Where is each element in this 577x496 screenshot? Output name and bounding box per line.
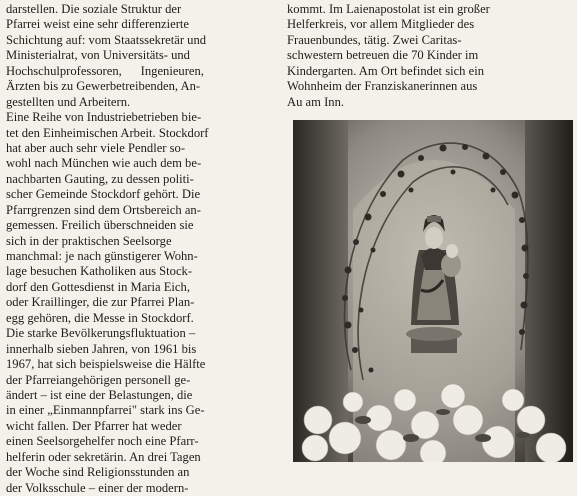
text-line: wicht fallen. Der Pfarrer hat weder (6, 418, 182, 433)
text-line: Kindergarten. Am Ort befindet sich ein (287, 63, 485, 78)
text-line: Au am Inn. (287, 94, 345, 109)
text-line: einen Seelsorgehelfer noch eine Pfarr- (6, 434, 199, 449)
text-line: darstellen. Die soziale Struktur der (6, 2, 182, 16)
text-line: scher Gemeinde Stockdorf gehört. Die (6, 187, 201, 202)
text-line: 1967, hat sich beispielsweise die Hälfte (6, 357, 206, 372)
text-line: Eine Reihe von Industriebetrieben bie- (6, 110, 202, 125)
right-text-column (287, 2, 572, 110)
left-text-column (6, 2, 274, 496)
text-line: gemessen. Freilich überschneiden sie (6, 218, 194, 233)
text-line: Die starke Bevölkerungsfluktuation – (6, 326, 196, 341)
madonna-statue-photo (293, 120, 573, 462)
text-line: Frauenbundes, tätig. Zwei Caritas- (287, 32, 462, 47)
text-line: lage besuchen Katholiken aus Stock- (6, 264, 193, 279)
text-line: Hochschulprofessoren, Ingenieuren, (6, 63, 204, 78)
text-line: innerhalb sieben Jahren, von 1961 bis (6, 341, 197, 356)
text-line: Ministerialrat, von Universitäts- und (6, 48, 190, 63)
text-line: der Pfarreiangehörigen personell ge- (6, 372, 191, 387)
text-line: in einer „Einmannpfarrei" stark ins Ge- (6, 403, 205, 418)
text-line: helferin oder sekretärin. An drei Tagen (6, 449, 201, 464)
text-line: Pfarrgrenzen sind dem Ortsbereich an- (6, 202, 201, 217)
text-line: Wohnheim der Franziskanerinnen aus (287, 79, 478, 94)
text-line: Pfarrei weist eine sehr differenzierte (6, 17, 189, 32)
text-line: Helferkreis, vor allem Mitglieder des (287, 17, 475, 32)
text-line: hat aber auch sehr viele Pendler so- (6, 140, 186, 155)
text-line: tet den Einheimischen Arbeit. Stockdorf (6, 125, 209, 140)
text-line: dorf den Gottesdienst in Maria Eich, (6, 279, 190, 294)
text-line: egg gehören, die Messe in Stockdorf. (6, 310, 194, 325)
text-line: manchmal: je nach günstigerer Wohn- (6, 249, 198, 263)
text-line: sich in der praktischen Seelsorge (6, 233, 172, 248)
text-line: gestellten und Arbeitern. (6, 94, 131, 109)
text-line: nachbarten Gauting, zu dessen politi- (6, 171, 194, 186)
text-line: der Volksschule – einer der modern- (6, 480, 189, 495)
text-line: Schichtung auf: vom Staatssekretär und (6, 32, 207, 47)
text-line: ändert – ist eine der Belastungen, die (6, 387, 193, 402)
text-line: Ärzten bis zu Gewerbetreibenden, An- (6, 79, 201, 94)
text-line: der Woche sind Religionsstunden an (6, 465, 190, 480)
text-line: wohl nach München wie auch dem be- (6, 156, 202, 171)
text-line: kommt. Im Laienapostolat ist ein großer (287, 2, 490, 16)
text-line: schwestern betreuen die 70 Kinder im (287, 48, 479, 63)
text-line: oder Kraillinger, die zur Pfarrei Plan- (6, 295, 195, 310)
